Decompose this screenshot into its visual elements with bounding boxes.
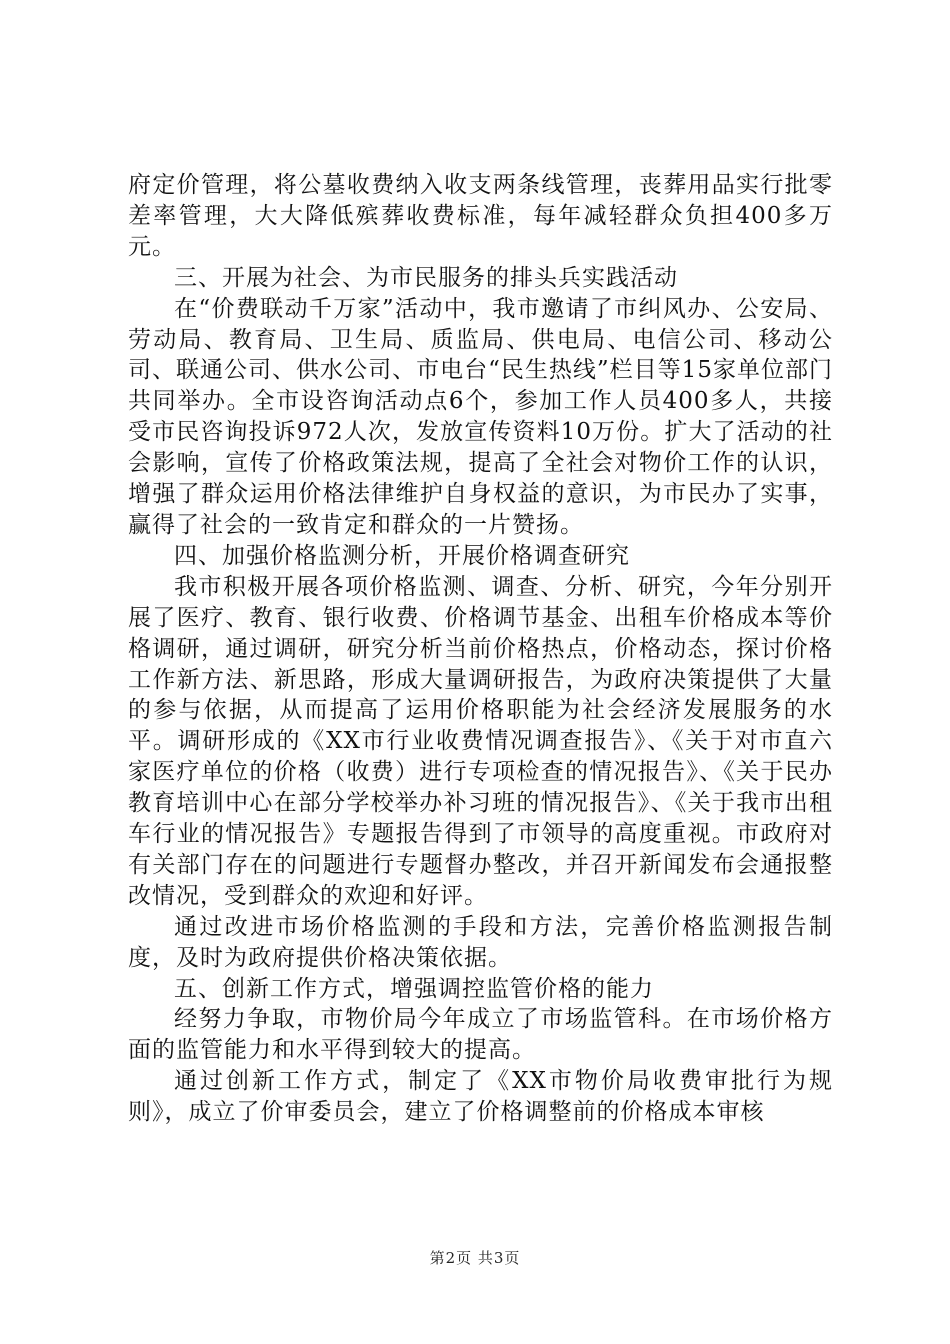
paragraph-9: 通过创新工作方式，制定了《XX市物价局收费审批行为规则》，成立了价审委员会，建立了价格调整前的价格成本审核: [128, 1068, 833, 1126]
section-heading-5: 五、创新工作方式，增强调控监管价格的能力: [174, 975, 654, 1002]
page-number-footer: 第2页 共3页: [429, 1249, 521, 1267]
paragraph-6: 通过改进市场价格监测的手段和方法，完善价格监测报告制度，及时为政府提供价格决策依据。: [128, 913, 833, 971]
paragraph-3: 在“价费联动千万家”活动中，我市邀请了市纠风办、公安局、劳动局、教育局、卫生局、质监局、供电局、电信公司、移动公司、联通公司、供水公司、市电台“民生热线”栏目等15家单位部门共同举办。全市设咨询活动点6个，参加工作人员400多人，共接受市民咨询投诉972人次，发放宣传资料10万份。扩大了活动的社会影响，宣传了价格政策法规，提高了全社会对物价工作的认识，增强了群众运用价格法律维护自身权益的意识，为市民办了实事，赢得了社会的一致肯定和群众的一片赞扬。: [128, 295, 833, 538]
paragraph-8: 经努力争取，市物价局今年成立了市场监管科。在市场价格方面的监管能力和水平得到较大的提高。: [128, 1006, 833, 1064]
paragraph-5: 我市积极开展各项价格监测、调查、分析、研究，今年分别开展了医疗、教育、银行收费、价格调节基金、出租车价格成本等价格调研，通过调研，研究分析当前价格热点，价格动态，探讨价格工作新方法、新思路，形成大量调研报告，为政府决策提供了大量的参与依据，从而提高了运用价格职能为社会经济发展服务的水平。调研形成的《XX市行业收费情况调查报告》、《关于对市直六家医疗单位的价格（收费）进行专项检查的情况报告》、《关于民办教育培训中心在部分学校举办补习班的情况报告》、《关于我市出租车行业的情况报告》专题报告得到了市领导的高度重视。市政府对有关部门存在的问题进行专题督办整改，并召开新闻发布会通报整改情况，受到群众的欢迎和好评。: [128, 573, 833, 909]
paragraph-1: 府定价管理，将公墓收费纳入收支两条线管理，丧葬用品实行批零差率管理，大大降低殡葬收费标准，每年减轻群众负担400多万元。: [128, 172, 833, 260]
section-heading-3: 三、开展为社会、为市民服务的排头兵实践活动: [174, 264, 678, 291]
section-heading-4: 四、加强价格监测分析，开展价格调查研究: [174, 542, 630, 569]
document-body: [128, 170, 833, 1128]
